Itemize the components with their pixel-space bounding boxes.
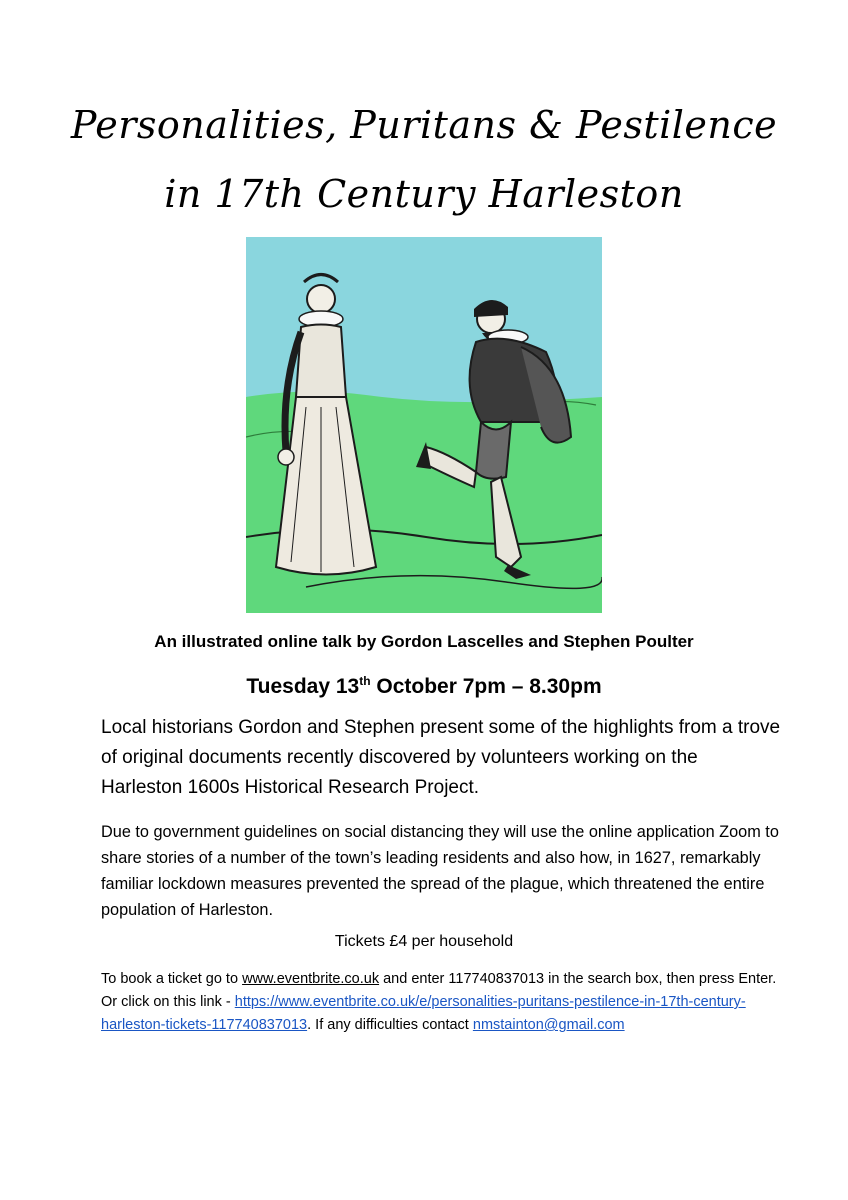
body-paragraph: Due to government guidelines on social distancing they will use the online application Zoom to share stories of a number of the town’s leading residents and also how, in 1627, remarkably familiar lockdown measures prevented the spread of the plague, which threatened the entire population of Harleston. xyxy=(101,823,779,919)
booking-instructions xyxy=(101,968,781,1037)
ticket-price: Tickets £4 per household xyxy=(334,933,514,950)
talk-byline: An illustrated online talk by Gordon Lascelles and Stephen Poulter xyxy=(154,632,694,651)
event-date-prefix: Tuesday 13 xyxy=(246,675,360,698)
woodcut-couple-illustration-icon xyxy=(246,237,602,613)
eventbrite-event-link[interactable]: https://www.eventbrite.co.uk/e/personalities-puritans-pestilence-in-17th-century-harleston-tickets-117740837013 xyxy=(101,994,746,1033)
lead-paragraph: Local historians Gordon and Stephen present some of the highlights from a trove of original documents recently discovered by volunteers working on the Harleston 1600s Historical Research Project. xyxy=(101,717,781,798)
contact-email-link[interactable]: nmstainton@gmail.com xyxy=(472,1017,625,1033)
page-title-line-2: in 17th Century Harleston xyxy=(164,172,684,216)
page-title-line-1: Personalities, Puritans & Pestilence xyxy=(70,103,778,147)
booking-text-3: . If any difficulties contact xyxy=(307,1017,473,1033)
booking-text-2: and enter 117740837013 in the search box, then press Enter. Or click on this link - xyxy=(101,971,777,1010)
event-date-suffix: October 7pm – 8.30pm xyxy=(370,675,602,698)
event-date xyxy=(0,674,848,699)
eventbrite-site-link[interactable]: www.eventbrite.co.uk xyxy=(242,971,380,987)
event-date-ordinal: th xyxy=(359,674,371,688)
booking-text-1: To book a ticket go to xyxy=(101,971,243,987)
